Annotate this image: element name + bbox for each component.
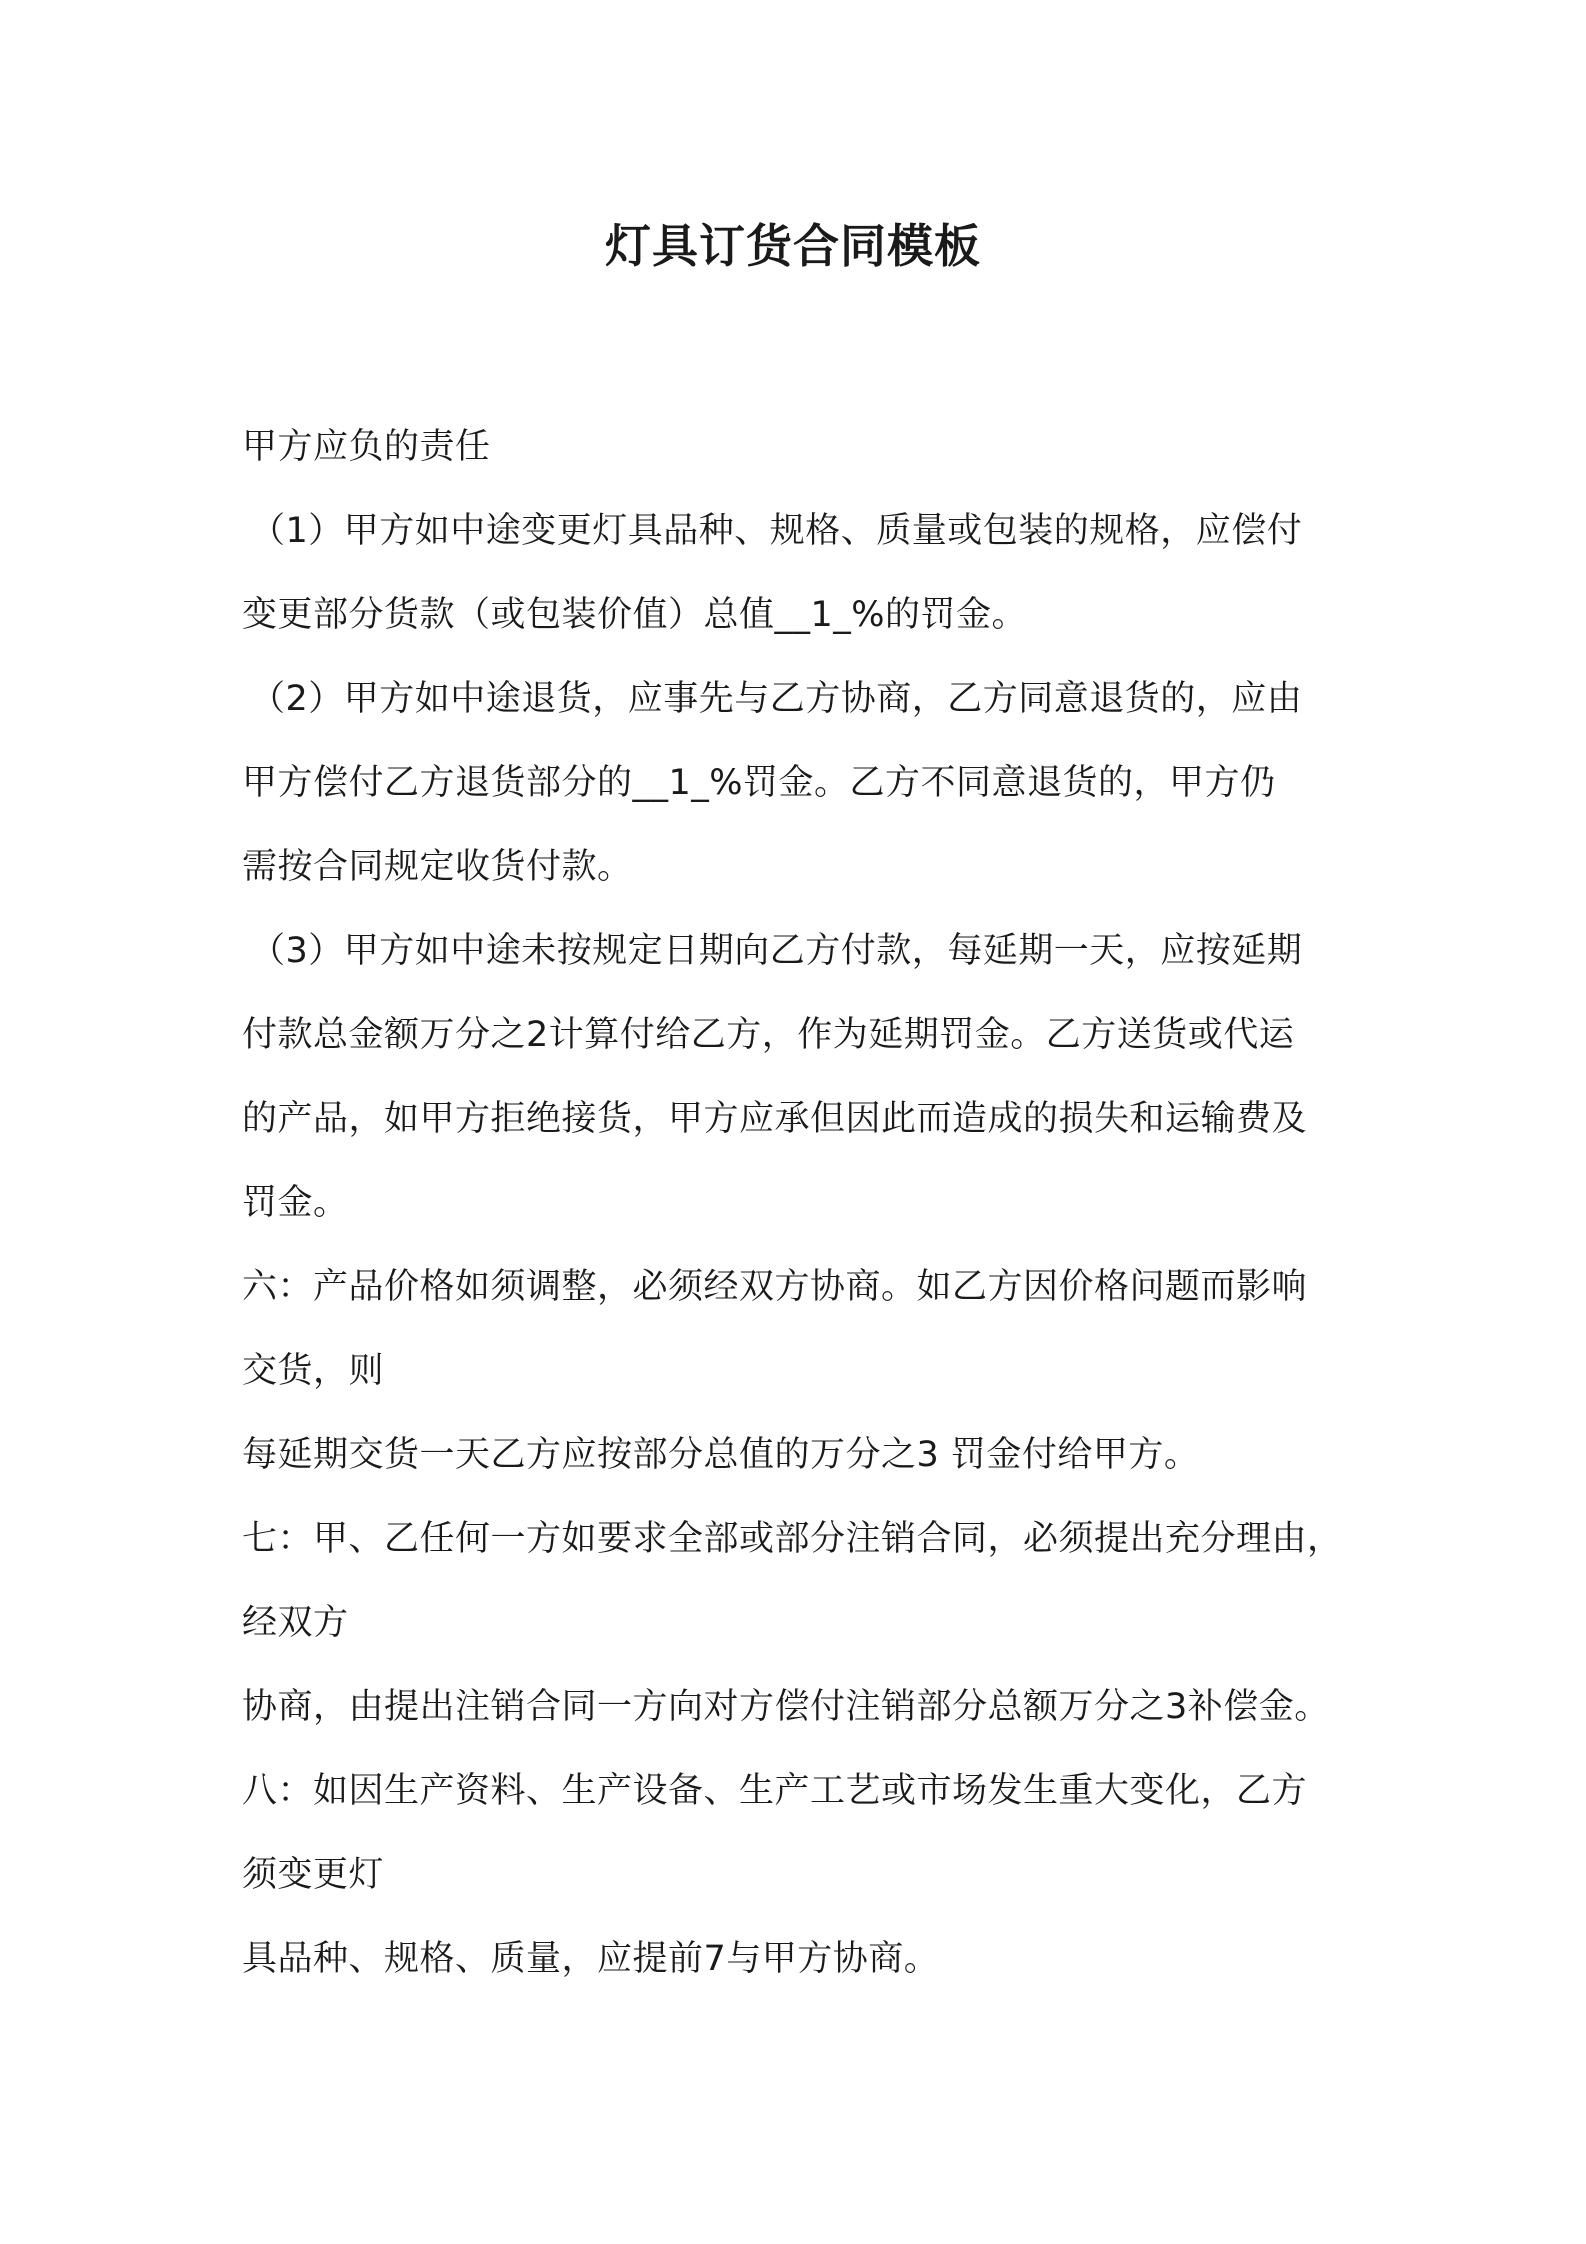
paragraph-line: 甲方偿付乙方退货部分的__1_%罚金。乙方不同意退货的，甲方仍 [242,763,1276,803]
document-body [242,405,1372,2001]
paragraph-line: 的产品，如甲方拒绝接货，甲方应承但因此而造成的损失和运输费及 [242,1099,1308,1139]
paragraph-line: （3）甲方如中途未按规定日期向乙方付款，每延期一天，应按延期 [250,931,1303,971]
paragraph-line: 需按合同规定收货付款。 [242,847,633,887]
paragraph-line: 罚金。 [242,1183,349,1223]
paragraph-line: 每延期交货一天乙方应按部分总值的万分之3 罚金付给甲方。 [242,1435,1200,1475]
paragraph-line: 协商，由提出注销合同一方向对方偿付注销部分总额万分之3补偿金。 [242,1687,1330,1727]
paragraph-line: 八：如因生产资料、生产设备、生产工艺或市场发生重大变化，乙方 [242,1771,1308,1811]
paragraph-line: （2）甲方如中途退货，应事先与乙方协商，乙方同意退货的，应由 [250,679,1303,719]
paragraph-line: （1）甲方如中途变更灯具品种、规格、质量或包装的规格，应偿付 [250,511,1303,551]
paragraph-line: 付款总金额万分之2计算付给乙方，作为延期罚金。乙方送货或代运 [242,1015,1295,1055]
paragraph-line: 交货，则 [242,1351,385,1391]
document-title: 灯具订货合同模板 [605,219,981,273]
paragraph-line: 具品种、规格、质量，应提前7与甲方协商。 [242,1939,940,1979]
section-heading: 甲方应负的责任 [242,427,491,467]
paragraph-line: 须变更灯 [242,1855,385,1895]
paragraph-line: 六：产品价格如须调整，必须经双方协商。如乙方因价格问题而影响 [242,1267,1308,1307]
paragraph-line: 七：甲、乙任何一方如要求全部或部分注销合同，必须提出充分理由， [242,1519,1343,1559]
paragraph-line: 经双方 [242,1603,349,1643]
paragraph-line: 变更部分货款（或包装价值）总值__1_%的罚金。 [242,595,1028,635]
